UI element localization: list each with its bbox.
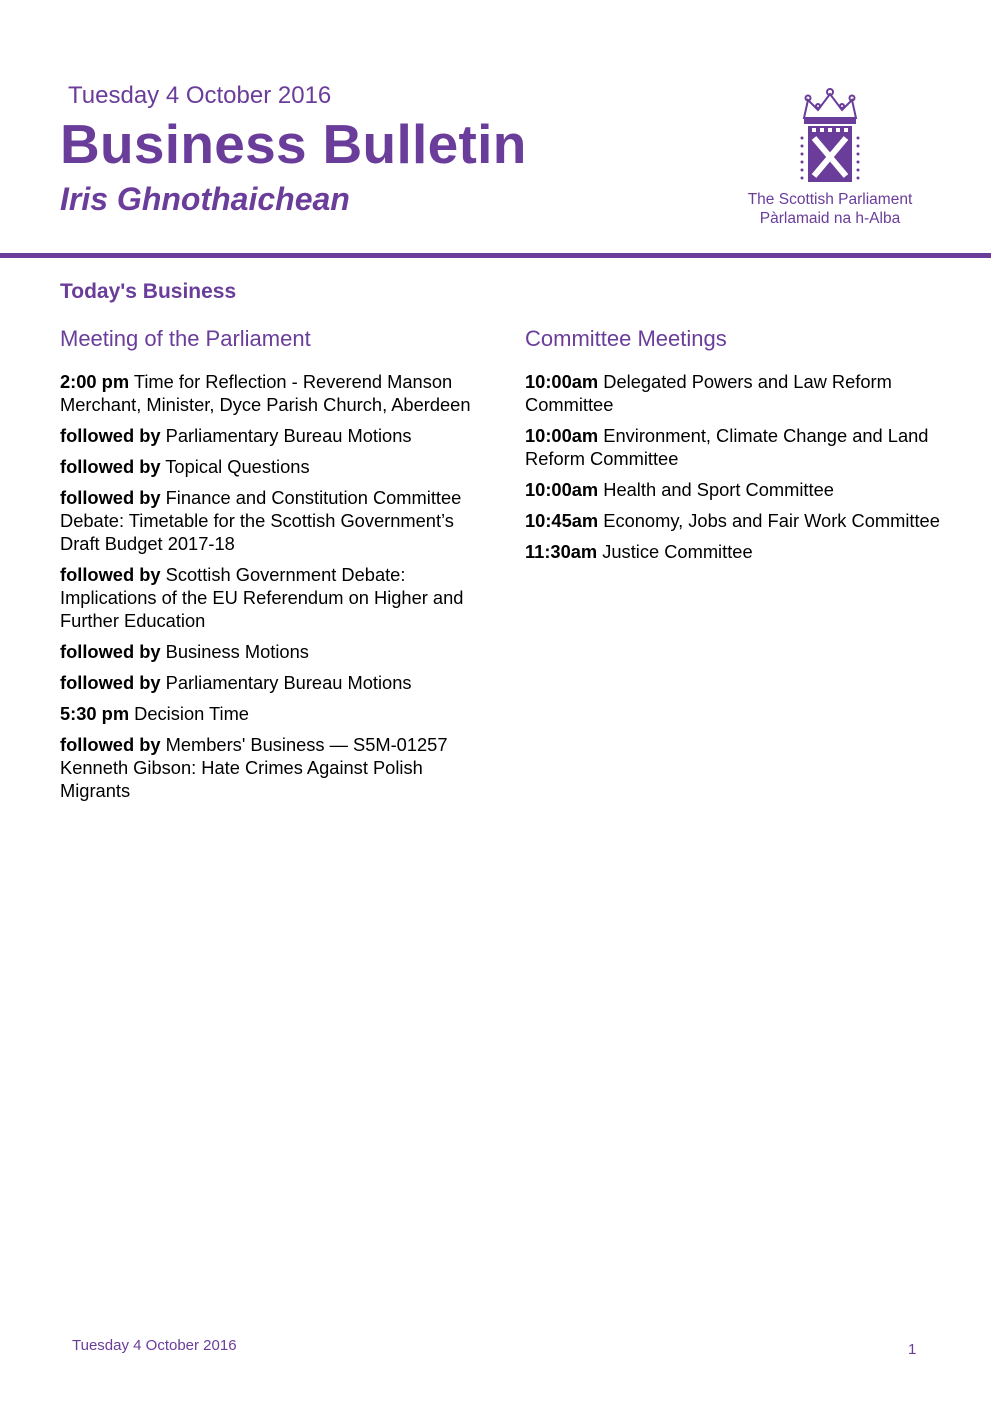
agenda-text: Parliamentary Bureau Motions [160,672,412,693]
agenda-time: followed by [60,425,161,446]
agenda-time: 5:30 pm [60,703,130,724]
page-title: Business Bulletin [60,113,527,175]
meeting-column [60,325,472,810]
committee-item [525,509,945,532]
logo-text-english: The Scottish Parliament [747,191,913,208]
parliament-logo [740,88,920,228]
agenda-time: followed by [60,641,161,662]
logo-text-gaelic: Pàrlamaid na h-Alba [759,210,901,227]
agenda-text: Finance and Constitution Committee Debate: Timetable for the Scottish Government’s Draft Budget 2017-18 [60,487,462,554]
committee-text: Health and Sport Committee [598,479,834,500]
agenda-item [60,640,472,663]
committee-item [525,478,945,501]
agenda-time: followed by [60,734,161,755]
meeting-heading: Meeting of the Parliament [60,326,311,351]
agenda-text: Decision Time [129,703,249,724]
committee-time: 10:00am [525,425,599,446]
page-subtitle: Iris Ghnothaichean [60,181,350,217]
footer-date: Tuesday 4 October 2016 [72,1337,237,1354]
committee-text: Justice Committee [597,541,753,562]
agenda-time: followed by [60,672,161,693]
agenda-text: Scottish Government Debate: Implications of the EU Referendum on Higher and Further Education [60,564,464,631]
committee-text: Economy, Jobs and Fair Work Committee [598,510,940,531]
committee-text: Environment, Climate Change and Land Reform Committee [525,425,929,469]
agenda-time: followed by [60,456,161,477]
section-title: Today's Business [60,280,237,303]
committee-time: 10:00am [525,479,599,500]
committee-time: 10:45am [525,510,599,531]
agenda-item [60,702,472,725]
agenda-item [60,424,472,447]
committee-column [525,325,945,571]
agenda-time: followed by [60,564,161,585]
agenda-text: Business Motions [160,641,309,662]
agenda-item [60,370,472,416]
agenda-item [60,671,472,694]
agenda-text: Members' Business — S5M-01257 Kenneth Gibson: Hate Crimes Against Polish Migrants [60,734,448,801]
agenda-item [60,455,472,478]
agenda-time: 2:00 pm [60,371,130,392]
committee-time: 10:00am [525,371,599,392]
header-divider [0,253,991,258]
agenda-text: Time for Reflection - Reverend Manson Merchant, Minister, Dyce Parish Church, Aberdeen [60,371,471,415]
agenda-text: Parliamentary Bureau Motions [160,425,412,446]
agenda-item [60,563,472,632]
committee-text: Delegated Powers and Law Reform Committee [525,371,892,415]
crown-saltire-emblem-icon [798,88,862,188]
agenda-text: Topical Questions [160,456,310,477]
page-number: 1 [908,1341,917,1358]
header-date: Tuesday 4 October 2016 [68,82,332,109]
committee-time: 11:30am [525,541,598,562]
committee-item [525,424,945,470]
agenda-item [60,486,472,555]
committee-item [525,540,945,563]
committee-item [525,370,945,416]
committee-heading: Committee Meetings [525,326,727,351]
agenda-time: followed by [60,487,161,508]
agenda-item [60,733,472,802]
